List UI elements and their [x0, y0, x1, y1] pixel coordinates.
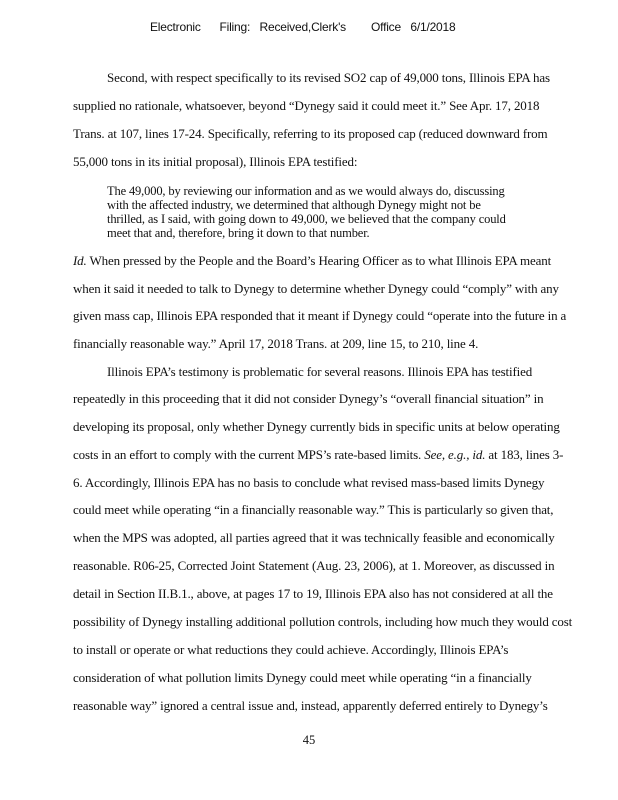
- citation-see: See, e.g., id.: [424, 447, 486, 462]
- block-quote-line: with the affected industry, we determined that although Dynegy might not be: [107, 198, 481, 212]
- block-quote-line: thrilled, as I said, with going down to 49,000, we believed that the company could: [107, 212, 506, 226]
- paragraph-line: 6. Accordingly, Illinois EPA has no basis to conclude what revised mass-based limits Dynegy: [73, 475, 545, 490]
- paragraph-line: [73, 447, 563, 463]
- block-quote-line: The 49,000, by reviewing our information and as we would always do, discussing: [107, 184, 505, 198]
- paragraph-line: to install or operate or what reductions they could achieve. Accordingly, Illinois EPA’s: [73, 642, 509, 657]
- paragraph-line: supplied no rationale, whatsoever, beyond “Dynegy said it could meet it.” See Apr. 17, 2018: [73, 98, 540, 113]
- page-number: 45: [302, 733, 316, 747]
- paragraph-line: Second, with respect specifically to its revised SO2 cap of 49,000 tons, Illinois EPA has: [107, 70, 550, 85]
- paragraph-line: repeatedly in this proceeding that it did not consider Dynegy’s “overall financial situation” in: [73, 391, 544, 406]
- citation-id: Id.: [73, 253, 87, 268]
- paragraph-line: when it said it needed to talk to Dynegy to determine whether Dynegy could “comply” with any: [73, 281, 559, 296]
- paragraph-line: financially reasonable way.” April 17, 2018 Trans. at 209, line 15, to 210, line 4.: [73, 336, 479, 351]
- paragraph-line: Illinois EPA’s testimony is problematic for several reasons. Illinois EPA has testified: [107, 364, 533, 379]
- paragraph-line: possibility of Dynegy installing additional pollution controls, including how much they would cost: [73, 614, 573, 629]
- paragraph-line: reasonable. R06-25, Corrected Joint Statement (Aug. 23, 2006), at 1. Moreover, as discussed in: [73, 558, 555, 573]
- paragraph-line: 55,000 tons in its initial proposal), Illinois EPA testified:: [73, 154, 358, 169]
- paragraph-line: developing its proposal, only whether Dynegy currently bids in specific units at below operating: [73, 419, 560, 434]
- paragraph-line: when the MPS was adopted, all parties agreed that it was technically feasible and economically: [73, 530, 555, 545]
- paragraph-line: detail in Section II.B.1., above, at pages 17 to 19, Illinois EPA also has not considered at all the: [73, 586, 553, 601]
- paragraph-line: given mass cap, Illinois EPA responded that it meant if Dynegy could “operate into the future in a: [73, 308, 567, 323]
- paragraph-line: [73, 253, 551, 269]
- filing-stamp-header: Electronic Filing: Received,Clerk's Office 6/1/2018: [150, 20, 456, 34]
- paragraph-line: consideration of what pollution limits Dynegy could meet while operating “in a financially: [73, 670, 532, 685]
- paragraph-line: could meet while operating “in a financially reasonable way.” This is particularly so given that,: [73, 502, 554, 517]
- line-text: When pressed by the People and the Board’s Hearing Officer as to what Illinois EPA meant: [86, 253, 552, 268]
- block-quote-line: meet that and, therefore, bring it down to that number.: [107, 226, 370, 240]
- paragraph-line: Trans. at 107, lines 17-24. Specifically, referring to its proposed cap (reduced downward from: [73, 126, 548, 141]
- line-text: at 183, lines 3-: [485, 447, 564, 462]
- line-text: costs in an effort to comply with the current MPS’s rate-based limits.: [73, 447, 425, 462]
- paragraph-line: reasonable way” ignored a central issue and, instead, apparently deferred entirely to Dynegy’s: [73, 698, 548, 713]
